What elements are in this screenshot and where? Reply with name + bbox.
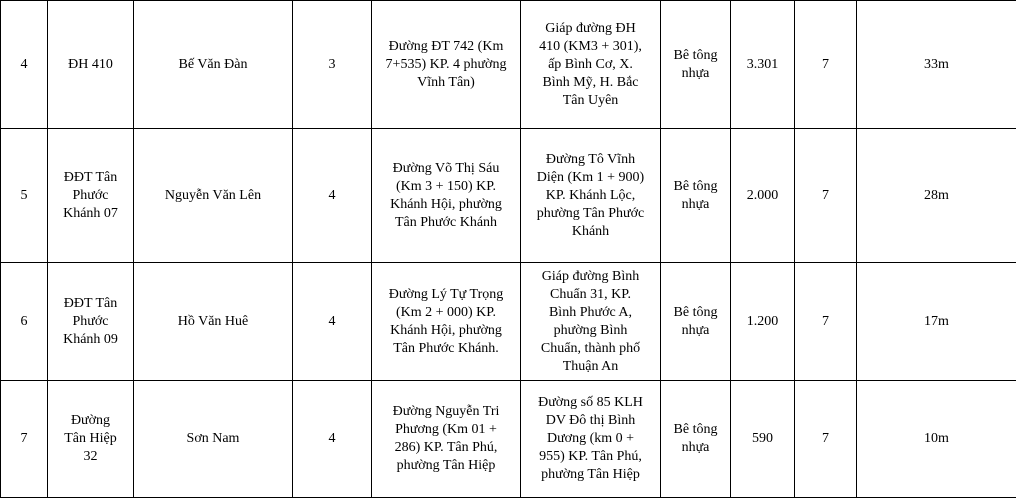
road-name-cell: Nguyễn Văn Lên [134,129,293,263]
road-code-cell: ĐH 410 [48,1,134,129]
end-point-cell: Đường số 85 KLH DV Đô thị Bình Dương (km 0 + 955) KP. Tân Phú, phường Tân Hiệp [521,381,661,498]
table-row [1,1,1016,129]
table-row [1,263,1016,381]
length-cell: 1.200 [731,263,795,381]
table-row [1,129,1016,263]
road-code-cell: Đường Tân Hiệp 32 [48,381,134,498]
road-name-cell: Bế Văn Đàn [134,1,293,129]
lanes-cell: 4 [293,129,372,263]
lanes-cell: 4 [293,263,372,381]
table-row [1,381,1016,498]
start-point-cell: Đường Lý Tự Trọng (Km 2 + 000) KP. Khánh Hội, phường Tân Phước Khánh. [372,263,521,381]
roadbed-cell: 33m [857,1,1016,129]
road-code-cell: ĐĐT Tân Phước Khánh 07 [48,129,134,263]
stt-cell: 5 [1,129,48,263]
road-name-cell: Sơn Nam [134,381,293,498]
stt-cell: 4 [1,1,48,129]
start-point-cell: Đường Võ Thị Sáu (Km 3 + 150) KP. Khánh Hội, phường Tân Phước Khánh [372,129,521,263]
roadbed-cell: 28m [857,129,1016,263]
end-point-cell: Giáp đường ĐH 410 (KM3 + 301), ấp Bình Cơ, X. Bình Mỹ, H. Bắc Tân Uyên [521,1,661,129]
stt-cell: 6 [1,263,48,381]
roadbed-cell: 10m [857,381,1016,498]
start-point-cell: Đường ĐT 742 (Km 7+535) KP. 4 phường Vĩnh Tân) [372,1,521,129]
lanes-cell: 4 [293,381,372,498]
length-cell: 2.000 [731,129,795,263]
roadbed-cell: 17m [857,263,1016,381]
road-code-cell: ĐĐT Tân Phước Khánh 09 [48,263,134,381]
end-point-cell: Đường Tô Vĩnh Diện (Km 1 + 900) KP. Khánh Lộc, phường Tân Phước Khánh [521,129,661,263]
width-cell: 7 [795,263,857,381]
surface-cell: Bê tông nhựa [661,263,731,381]
surface-cell: Bê tông nhựa [661,1,731,129]
surface-cell: Bê tông nhựa [661,381,731,498]
width-cell: 7 [795,1,857,129]
length-cell: 3.301 [731,1,795,129]
width-cell: 7 [795,129,857,263]
surface-cell: Bê tông nhựa [661,129,731,263]
stt-cell: 7 [1,381,48,498]
end-point-cell: Giáp đường Bình Chuẩn 31, KP. Bình Phước A, phường Bình Chuẩn, thành phố Thuận An [521,263,661,381]
road-name-cell: Hồ Văn Huê [134,263,293,381]
length-cell: 590 [731,381,795,498]
start-point-cell: Đường Nguyễn Tri Phương (Km 01 + 286) KP. Tân Phú, phường Tân Hiệp [372,381,521,498]
width-cell: 7 [795,381,857,498]
lanes-cell: 3 [293,1,372,129]
